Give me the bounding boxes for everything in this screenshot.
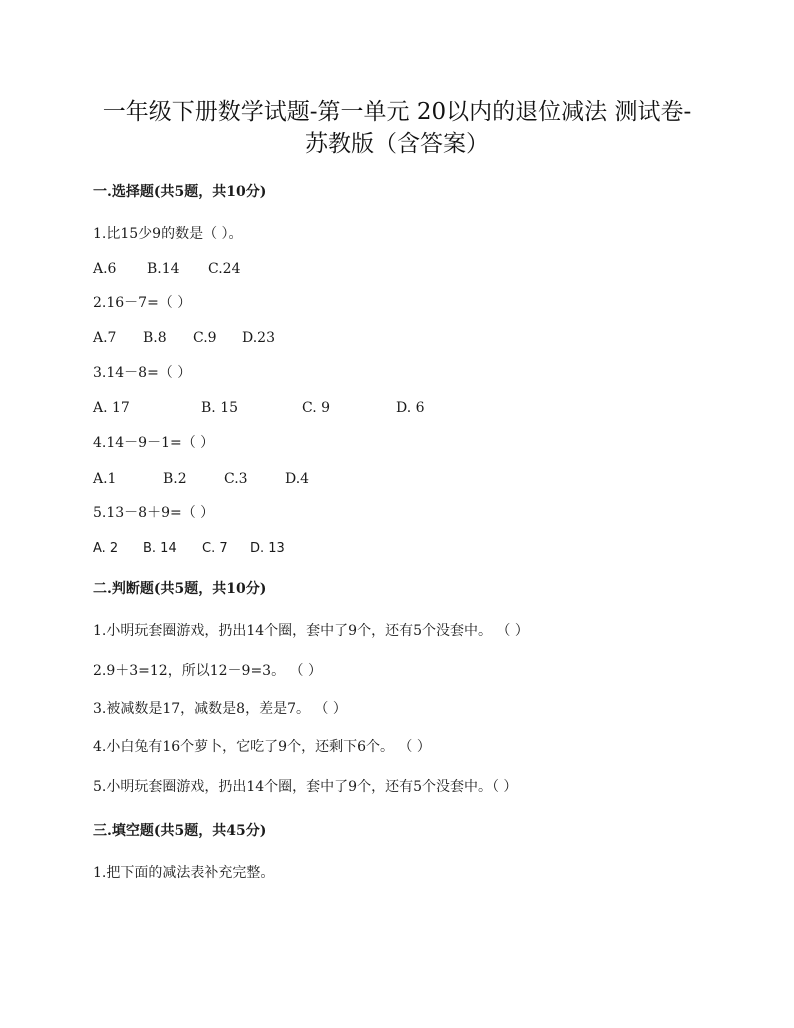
judgement-question: 4.小白兔有16个萝卜，它吃了9个，还剩下6个。 （ ） (93, 739, 431, 755)
option-c: C. 7 (202, 541, 228, 556)
option-b: B. 14 (143, 541, 177, 556)
option-a: A.6 (93, 261, 117, 277)
option-d: D. 6 (396, 400, 425, 416)
section-heading-fill-in-blank: 三.填空题(共5题，共45分) (93, 823, 267, 839)
option-d: D.23 (242, 330, 275, 346)
judgement-question: 5.小明玩套圈游戏，扔出14个圈，套中了9个，还有5个没套中。（ ） (93, 779, 518, 795)
option-a: A.1 (93, 471, 117, 487)
question-stem: 2.16－7=（ ） (93, 295, 192, 311)
option-b: B. 15 (201, 400, 239, 416)
option-d: D. 13 (250, 541, 285, 556)
option-c: C. 9 (302, 400, 331, 416)
section-heading-multiple-choice: 一.选择题(共5题，共10分) (93, 184, 267, 200)
option-a: A. 17 (93, 400, 130, 416)
judgement-question: 1.小明玩套圈游戏，扔出14个圈，套中了9个，还有5个没套中。 （ ） (93, 623, 529, 639)
option-d: D.4 (285, 471, 310, 487)
option-b: B.2 (163, 471, 187, 487)
judgement-question: 2.9＋3=12，所以12－9=3。 （ ） (93, 663, 322, 679)
document-title-line-1: 一年级下册数学试题-第一单元 20以内的退位减法 测试卷- (102, 99, 692, 125)
option-a: A.7 (93, 330, 117, 346)
question-stem: 4.14－9－1=（ ） (93, 435, 215, 451)
judgement-question: 3.被减数是17，减数是8，差是7。 （ ） (93, 701, 347, 717)
question-stem: 5.13－8＋9=（ ） (93, 505, 215, 521)
fill-in-question: 1.把下面的减法表补充完整。 (93, 865, 275, 881)
document-title-line-2: 苏教版（含答案） (305, 131, 489, 157)
option-c: C.9 (193, 330, 217, 346)
option-b: B.14 (147, 261, 180, 277)
option-b: B.8 (143, 330, 167, 346)
option-c: C.24 (208, 261, 241, 277)
option-a: A. 2 (93, 541, 119, 556)
option-c: C.3 (224, 471, 248, 487)
section-heading-true-false: 二.判断题(共5题，共10分) (93, 581, 267, 597)
question-stem: 3.14－8=（ ） (93, 365, 192, 381)
question-stem: 1.比15少9的数是（ ）。 (93, 226, 243, 242)
